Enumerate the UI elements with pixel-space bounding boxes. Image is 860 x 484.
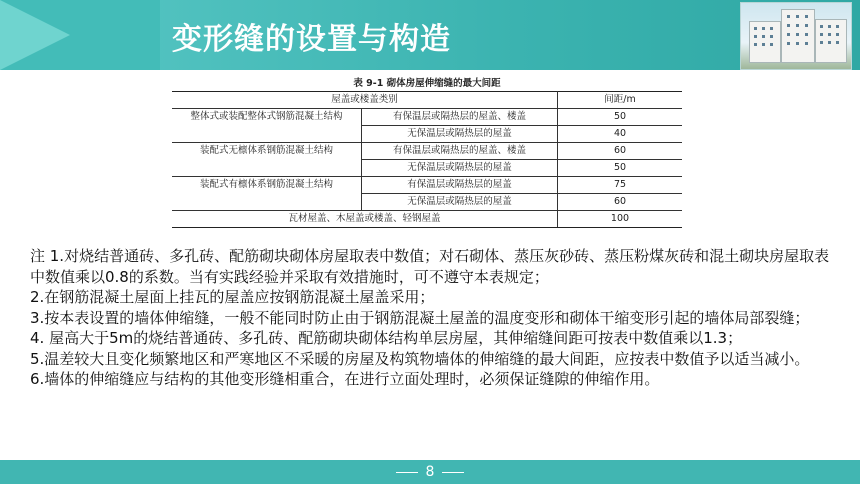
table-cell-value: 60 (558, 143, 683, 160)
dash-right (442, 472, 464, 473)
note-item: 4. 屋高大于5m的烧结普通砖、多孔砖、配筋砌块砌体结构单层房屋，其伸缩缝间距可按表中数值乘以1.3； (30, 329, 743, 347)
column-header-spacing: 间距/m (558, 92, 683, 109)
page-number-text: 8 (425, 464, 435, 480)
table-header-row (172, 92, 682, 109)
table-cell-category: 整体式或装配整体式钢筋混凝土结构 (172, 109, 362, 143)
table-caption: 表 9-1 砌体房屋伸缩缝的最大间距 (353, 78, 501, 89)
table-cell-subtype: 有保温层或隔热层的屋盖 (362, 177, 558, 194)
chevron-decoration (0, 0, 70, 70)
table-cell-subtype: 有保温层或隔热层的屋盖、楼盖 (362, 109, 558, 126)
table-cell-category: 装配式无檩体系钢筋混凝土结构 (172, 143, 362, 177)
table-cell-subtype: 有保温层或隔热层的屋盖、楼盖 (362, 143, 558, 160)
note-item: 6.墙体的伸缩缝应与结构的其他变形缝相重合，在进行立面处理时，必须保证缝隙的伸缩作用。 (30, 370, 660, 388)
spacing-table-grid (172, 91, 682, 228)
note-item: 3.按本表设置的墙体伸缩缝，一般不能同时防止由于钢筋混凝土屋盖的温度变形和砌体干缩变形引起的墙体局部裂缝； (30, 308, 810, 327)
table-cell-category: 瓦材屋盖、木屋盖或楼盖、轻钢屋盖 (172, 211, 558, 228)
table-row (172, 143, 682, 160)
table-row (172, 177, 682, 194)
notes-section (30, 246, 830, 390)
page-number (0, 460, 860, 484)
table-row (172, 211, 682, 228)
note-item: 2.在钢筋混凝土屋面上挂瓦的屋盖应按钢筋混凝土屋盖采用； (30, 288, 435, 306)
title-bar (0, 0, 860, 70)
table-cell-value: 40 (558, 126, 683, 143)
building-photo (740, 2, 852, 70)
dash-left (396, 472, 418, 473)
table-cell-value: 100 (558, 211, 683, 228)
note-item: 注 1.对烧结普通砖、多孔砖、配筋砌块砌体房屋取表中数值；对石砌体、蒸压灰砂砖、蒸压粉煤灰砖和混土砌块房屋取表中数值乘以0.8的系数。当有实践经验并采取有效措施时，可不遵守本表规定； (30, 247, 830, 286)
column-header-category: 屋盖或楼盖类别 (172, 92, 558, 109)
table-cell-value: 50 (558, 109, 683, 126)
table-cell-value: 75 (558, 177, 683, 194)
page-title: 变形缝的设置与构造 (172, 22, 451, 57)
table-cell-value: 60 (558, 194, 683, 211)
spacing-table (172, 78, 682, 242)
table-cell-category: 装配式有檩体系钢筋混凝土结构 (172, 177, 362, 211)
table-row (172, 109, 682, 126)
table-cell-subtype: 无保温层或隔热层的屋盖 (362, 126, 558, 143)
table-cell-subtype: 无保温层或隔热层的屋盖 (362, 194, 558, 211)
table-cell-value: 50 (558, 160, 683, 177)
table-cell-subtype: 无保温层或隔热层的屋盖 (362, 160, 558, 177)
note-item: 5.温差较大且变化频繁地区和严寒地区不采暖的房屋及构筑物墙体的伸缩缝的最大间距，应按表中数值予以适当减小。 (30, 349, 810, 368)
